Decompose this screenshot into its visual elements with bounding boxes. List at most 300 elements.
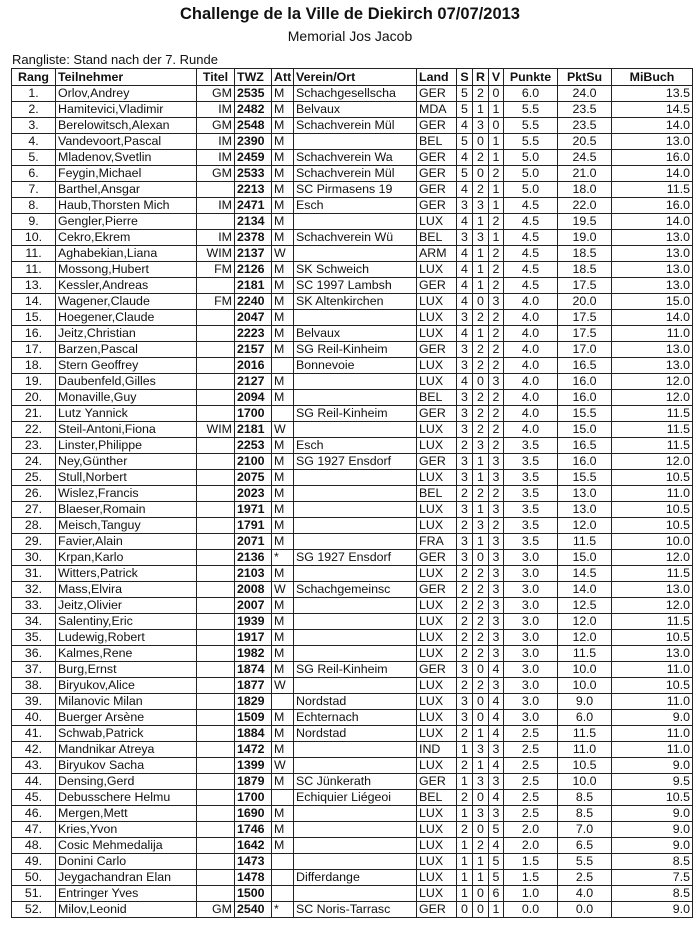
player-name-cell: Wagener,Claude — [56, 294, 197, 310]
wins-cell: 4 — [457, 246, 473, 262]
rating-cell: 2103 — [235, 566, 272, 582]
rank-cell: 21. — [12, 406, 56, 422]
club-cell: SG Reil-Kinheim — [294, 662, 417, 678]
player-name-cell: Favier,Alain — [56, 534, 197, 550]
median-buchholz-cell: 12.0 — [612, 374, 693, 390]
losses-cell: 1 — [489, 182, 504, 198]
tiebreak-sum-cell: 13.0 — [558, 502, 612, 518]
points-cell: 0.0 — [504, 902, 558, 918]
draws-cell: 2 — [473, 182, 489, 198]
points-cell: 3.5 — [504, 518, 558, 534]
losses-cell: 3 — [489, 374, 504, 390]
rank-cell: 3. — [12, 118, 56, 134]
median-buchholz-cell: 13.5 — [612, 86, 693, 102]
country-cell: ARM — [417, 246, 457, 262]
points-cell: 3.5 — [504, 486, 558, 502]
tiebreak-sum-cell: 6.5 — [558, 838, 612, 854]
rating-cell: 2213 — [235, 182, 272, 198]
rank-cell: 11. — [12, 246, 56, 262]
country-cell: LUX — [417, 374, 457, 390]
gender-cell: M — [272, 486, 294, 502]
median-buchholz-cell: 10.5 — [612, 790, 693, 806]
player-name-cell: Monaville,Guy — [56, 390, 197, 406]
club-cell — [294, 422, 417, 438]
country-cell: LUX — [417, 726, 457, 742]
tiebreak-sum-cell: 4.0 — [558, 886, 612, 902]
tiebreak-sum-cell: 17.5 — [558, 278, 612, 294]
tiebreak-sum-cell: 16.0 — [558, 374, 612, 390]
country-cell: BEL — [417, 230, 457, 246]
country-cell: GER — [417, 662, 457, 678]
gender-cell: M — [272, 710, 294, 726]
median-buchholz-cell: 13.0 — [612, 278, 693, 294]
rating-cell: 2100 — [235, 454, 272, 470]
rating-cell: 1982 — [235, 646, 272, 662]
player-name-cell: Debusschere Helmu — [56, 790, 197, 806]
median-buchholz-cell: 15.0 — [612, 294, 693, 310]
country-cell: GER — [417, 582, 457, 598]
rank-cell: 41. — [12, 726, 56, 742]
points-cell: 2.5 — [504, 806, 558, 822]
points-cell: 3.0 — [504, 646, 558, 662]
gender-cell: M — [272, 822, 294, 838]
rank-cell: 30. — [12, 550, 56, 566]
club-cell: SC 1997 Lambsh — [294, 278, 417, 294]
points-cell: 1.0 — [504, 886, 558, 902]
title-cell: IM — [197, 198, 235, 214]
losses-cell: 3 — [489, 566, 504, 582]
table-row — [12, 566, 693, 582]
points-cell: 4.0 — [504, 294, 558, 310]
median-buchholz-cell: 12.0 — [612, 598, 693, 614]
rank-cell: 31. — [12, 566, 56, 582]
median-buchholz-cell: 13.0 — [612, 246, 693, 262]
rating-cell: 1746 — [235, 822, 272, 838]
rating-cell: 2548 — [235, 118, 272, 134]
col-header-att: Att — [272, 69, 294, 86]
wins-cell: 4 — [457, 278, 473, 294]
losses-cell: 2 — [489, 390, 504, 406]
rating-cell: 2181 — [235, 278, 272, 294]
rating-cell: 1884 — [235, 726, 272, 742]
median-buchholz-cell: 9.0 — [612, 902, 693, 918]
draws-cell: 1 — [473, 326, 489, 342]
player-name-cell: Linster,Philippe — [56, 438, 197, 454]
median-buchholz-cell: 13.0 — [612, 342, 693, 358]
points-cell: 3.5 — [504, 534, 558, 550]
table-row — [12, 726, 693, 742]
wins-cell: 1 — [457, 886, 473, 902]
points-cell: 4.0 — [504, 310, 558, 326]
rating-cell: 2540 — [235, 902, 272, 918]
title-cell — [197, 646, 235, 662]
losses-cell: 0 — [489, 118, 504, 134]
points-cell: 4.0 — [504, 342, 558, 358]
rank-cell: 36. — [12, 646, 56, 662]
rating-cell: 1500 — [235, 886, 272, 902]
points-cell: 4.0 — [504, 326, 558, 342]
club-cell: Belvaux — [294, 326, 417, 342]
title-cell — [197, 358, 235, 374]
player-name-cell: Kalmes,Rene — [56, 646, 197, 662]
draws-cell: 0 — [473, 822, 489, 838]
tiebreak-sum-cell: 11.5 — [558, 726, 612, 742]
rating-cell: 2023 — [235, 486, 272, 502]
rating-cell: 1877 — [235, 678, 272, 694]
rating-cell: 1791 — [235, 518, 272, 534]
col-header-punkte: Punkte — [504, 69, 558, 86]
tiebreak-sum-cell: 12.0 — [558, 518, 612, 534]
rating-cell: 2533 — [235, 166, 272, 182]
losses-cell: 4 — [489, 662, 504, 678]
player-name-cell: Jeitz,Olivier — [56, 598, 197, 614]
median-buchholz-cell: 13.0 — [612, 262, 693, 278]
title-cell — [197, 678, 235, 694]
points-cell: 3.0 — [504, 598, 558, 614]
rating-cell: 1874 — [235, 662, 272, 678]
losses-cell: 5 — [489, 870, 504, 886]
club-cell: Echiquier Liégeoi — [294, 790, 417, 806]
median-buchholz-cell: 9.0 — [612, 806, 693, 822]
gender-cell: M — [272, 598, 294, 614]
tiebreak-sum-cell: 13.0 — [558, 486, 612, 502]
draws-cell: 2 — [473, 422, 489, 438]
rank-cell: 14. — [12, 294, 56, 310]
rating-cell: 1700 — [235, 790, 272, 806]
header-row — [12, 69, 693, 86]
tiebreak-sum-cell: 14.0 — [558, 582, 612, 598]
table-row — [12, 854, 693, 870]
draws-cell: 3 — [473, 438, 489, 454]
player-name-cell: Mergen,Mett — [56, 806, 197, 822]
title-cell — [197, 390, 235, 406]
median-buchholz-cell: 9.0 — [612, 838, 693, 854]
gender-cell — [272, 854, 294, 870]
wins-cell: 2 — [457, 758, 473, 774]
table-row — [12, 886, 693, 902]
draws-cell: 2 — [473, 86, 489, 102]
wins-cell: 2 — [457, 598, 473, 614]
losses-cell: 4 — [489, 726, 504, 742]
tiebreak-sum-cell: 24.5 — [558, 150, 612, 166]
title-cell — [197, 854, 235, 870]
tiebreak-sum-cell: 15.0 — [558, 422, 612, 438]
country-cell: LUX — [417, 806, 457, 822]
table-row — [12, 518, 693, 534]
losses-cell: 3 — [489, 806, 504, 822]
table-row — [12, 806, 693, 822]
tiebreak-sum-cell: 18.5 — [558, 262, 612, 278]
country-cell: BEL — [417, 790, 457, 806]
country-cell: LUX — [417, 502, 457, 518]
draws-cell: 3 — [473, 118, 489, 134]
page-title: Challenge de la Ville de Diekirch 07/07/2013 — [180, 5, 520, 23]
title-cell: IM — [197, 102, 235, 118]
player-name-cell: Steil-Antoni,Fiona — [56, 422, 197, 438]
table-row — [12, 470, 693, 486]
rank-cell: 27. — [12, 502, 56, 518]
rank-cell: 13. — [12, 278, 56, 294]
table-row — [12, 774, 693, 790]
draws-cell: 2 — [473, 678, 489, 694]
club-cell: SG Reil-Kinheim — [294, 406, 417, 422]
rank-cell: 17. — [12, 342, 56, 358]
median-buchholz-cell: 14.0 — [612, 166, 693, 182]
wins-cell: 4 — [457, 182, 473, 198]
losses-cell: 3 — [489, 550, 504, 566]
median-buchholz-cell: 13.0 — [612, 358, 693, 374]
col-header-r: R — [473, 69, 489, 86]
rating-cell: 2127 — [235, 374, 272, 390]
title-cell — [197, 438, 235, 454]
rating-cell: 2008 — [235, 582, 272, 598]
title-cell — [197, 886, 235, 902]
tiebreak-sum-cell: 12.0 — [558, 630, 612, 646]
losses-cell: 3 — [489, 502, 504, 518]
title-cell — [197, 758, 235, 774]
col-header-rang: Rang — [12, 69, 56, 86]
title-cell — [197, 518, 235, 534]
rank-cell: 45. — [12, 790, 56, 806]
col-header-s: S — [457, 69, 473, 86]
club-cell — [294, 374, 417, 390]
title-cell — [197, 550, 235, 566]
wins-cell: 3 — [457, 710, 473, 726]
points-cell: 3.0 — [504, 662, 558, 678]
draws-cell: 2 — [473, 358, 489, 374]
gender-cell: M — [272, 134, 294, 150]
tiebreak-sum-cell: 15.0 — [558, 550, 612, 566]
tiebreak-sum-cell: 23.5 — [558, 118, 612, 134]
points-cell: 4.5 — [504, 214, 558, 230]
player-name-cell: Salentiny,Eric — [56, 614, 197, 630]
rating-cell: 2136 — [235, 550, 272, 566]
tiebreak-sum-cell: 17.5 — [558, 326, 612, 342]
gender-cell: M — [272, 774, 294, 790]
table-row — [12, 358, 693, 374]
rating-cell: 2535 — [235, 86, 272, 102]
median-buchholz-cell: 13.0 — [612, 134, 693, 150]
country-cell: LUX — [417, 294, 457, 310]
rating-cell: 2137 — [235, 246, 272, 262]
points-cell: 4.5 — [504, 246, 558, 262]
tiebreak-sum-cell: 11.0 — [558, 742, 612, 758]
gender-cell: M — [272, 470, 294, 486]
median-buchholz-cell: 12.0 — [612, 390, 693, 406]
gender-cell: M — [272, 662, 294, 678]
median-buchholz-cell: 10.5 — [612, 678, 693, 694]
wins-cell: 3 — [457, 198, 473, 214]
player-name-cell: Milov,Leonid — [56, 902, 197, 918]
wins-cell: 2 — [457, 790, 473, 806]
rank-cell: 22. — [12, 422, 56, 438]
table-row — [12, 374, 693, 390]
tiebreak-sum-cell: 8.5 — [558, 790, 612, 806]
median-buchholz-cell: 12.0 — [612, 550, 693, 566]
points-cell: 3.0 — [504, 710, 558, 726]
club-cell — [294, 630, 417, 646]
losses-cell: 0 — [489, 86, 504, 102]
standings-caption: Rangliste: Stand nach der 7. Runde — [12, 52, 218, 67]
title-cell — [197, 806, 235, 822]
title-cell: GM — [197, 902, 235, 918]
title-cell — [197, 774, 235, 790]
table-row — [12, 630, 693, 646]
country-cell: BEL — [417, 486, 457, 502]
title-cell — [197, 406, 235, 422]
rating-cell: 1700 — [235, 406, 272, 422]
median-buchholz-cell: 14.0 — [612, 214, 693, 230]
losses-cell: 2 — [489, 166, 504, 182]
standings-table — [11, 68, 693, 918]
player-name-cell: Cekro,Ekrem — [56, 230, 197, 246]
wins-cell: 1 — [457, 742, 473, 758]
rank-cell: 37. — [12, 662, 56, 678]
gender-cell — [272, 694, 294, 710]
tiebreak-sum-cell: 12.0 — [558, 614, 612, 630]
table-row — [12, 150, 693, 166]
gender-cell: M — [272, 566, 294, 582]
title-cell — [197, 662, 235, 678]
club-cell: Schachgemeinsc — [294, 582, 417, 598]
table-row — [12, 102, 693, 118]
draws-cell: 1 — [473, 102, 489, 118]
gender-cell: M — [272, 102, 294, 118]
points-cell: 3.0 — [504, 582, 558, 598]
player-name-cell: Aghabekian,Liana — [56, 246, 197, 262]
draws-cell: 2 — [473, 342, 489, 358]
points-cell: 3.0 — [504, 678, 558, 694]
median-buchholz-cell: 11.0 — [612, 662, 693, 678]
draws-cell: 2 — [473, 582, 489, 598]
wins-cell: 3 — [457, 534, 473, 550]
title-cell — [197, 214, 235, 230]
rank-cell: 8. — [12, 198, 56, 214]
gender-cell — [272, 358, 294, 374]
rating-cell: 2047 — [235, 310, 272, 326]
title-cell — [197, 838, 235, 854]
player-name-cell: Stern Geoffrey — [56, 358, 197, 374]
draws-cell: 2 — [473, 150, 489, 166]
rank-cell: 43. — [12, 758, 56, 774]
losses-cell: 3 — [489, 774, 504, 790]
points-cell: 5.5 — [504, 134, 558, 150]
country-cell: LUX — [417, 262, 457, 278]
country-cell: GER — [417, 774, 457, 790]
tiebreak-sum-cell: 8.5 — [558, 806, 612, 822]
table-row — [12, 262, 693, 278]
draws-cell: 0 — [473, 710, 489, 726]
country-cell: LUX — [417, 326, 457, 342]
table-row — [12, 534, 693, 550]
table-row — [12, 822, 693, 838]
points-cell: 3.5 — [504, 470, 558, 486]
draws-cell: 0 — [473, 550, 489, 566]
draws-cell: 1 — [473, 278, 489, 294]
wins-cell: 3 — [457, 662, 473, 678]
country-cell: GER — [417, 198, 457, 214]
player-name-cell: Wislez,Francis — [56, 486, 197, 502]
draws-cell: 3 — [473, 518, 489, 534]
gender-cell: M — [272, 326, 294, 342]
points-cell: 5.0 — [504, 150, 558, 166]
draws-cell: 0 — [473, 134, 489, 150]
draws-cell: 3 — [473, 198, 489, 214]
club-cell — [294, 646, 417, 662]
median-buchholz-cell: 13.0 — [612, 646, 693, 662]
losses-cell: 4 — [489, 758, 504, 774]
club-cell — [294, 598, 417, 614]
wins-cell: 3 — [457, 422, 473, 438]
wins-cell: 5 — [457, 86, 473, 102]
rating-cell: 2094 — [235, 390, 272, 406]
draws-cell: 0 — [473, 662, 489, 678]
losses-cell: 5 — [489, 822, 504, 838]
wins-cell: 2 — [457, 630, 473, 646]
club-cell — [294, 614, 417, 630]
tiebreak-sum-cell: 10.0 — [558, 662, 612, 678]
table-row — [12, 390, 693, 406]
table-row — [12, 710, 693, 726]
points-cell: 4.5 — [504, 230, 558, 246]
gender-cell: M — [272, 342, 294, 358]
club-cell — [294, 470, 417, 486]
table-row — [12, 486, 693, 502]
median-buchholz-cell: 9.0 — [612, 710, 693, 726]
club-cell: SG Reil-Kinheim — [294, 342, 417, 358]
player-name-cell: Haub,Thorsten Mich — [56, 198, 197, 214]
wins-cell: 2 — [457, 566, 473, 582]
title-cell — [197, 694, 235, 710]
gender-cell: M — [272, 806, 294, 822]
rank-cell: 18. — [12, 358, 56, 374]
median-buchholz-cell: 11.0 — [612, 726, 693, 742]
title-cell — [197, 598, 235, 614]
losses-cell: 4 — [489, 790, 504, 806]
table-row — [12, 230, 693, 246]
median-buchholz-cell: 11.5 — [612, 422, 693, 438]
club-cell — [294, 742, 417, 758]
player-name-cell: Orlov,Andrey — [56, 86, 197, 102]
gender-cell: M — [272, 838, 294, 854]
median-buchholz-cell: 14.5 — [612, 102, 693, 118]
tiebreak-sum-cell: 16.5 — [558, 438, 612, 454]
club-cell — [294, 534, 417, 550]
title-cell: FM — [197, 262, 235, 278]
rank-cell: 39. — [12, 694, 56, 710]
median-buchholz-cell: 10.5 — [612, 502, 693, 518]
losses-cell: 3 — [489, 646, 504, 662]
table-row — [12, 454, 693, 470]
wins-cell: 4 — [457, 294, 473, 310]
wins-cell: 2 — [457, 646, 473, 662]
gender-cell: M — [272, 374, 294, 390]
country-cell: GER — [417, 166, 457, 182]
col-header-verein: Verein/Ort — [294, 69, 417, 86]
table-row — [12, 294, 693, 310]
country-cell: LUX — [417, 214, 457, 230]
country-cell: LUX — [417, 518, 457, 534]
gender-cell: M — [272, 230, 294, 246]
tiebreak-sum-cell: 14.5 — [558, 566, 612, 582]
rank-cell: 47. — [12, 822, 56, 838]
points-cell: 1.5 — [504, 854, 558, 870]
tiebreak-sum-cell: 10.5 — [558, 758, 612, 774]
player-name-cell: Stull,Norbert — [56, 470, 197, 486]
gender-cell: W — [272, 758, 294, 774]
wins-cell: 5 — [457, 102, 473, 118]
points-cell: 5.0 — [504, 166, 558, 182]
